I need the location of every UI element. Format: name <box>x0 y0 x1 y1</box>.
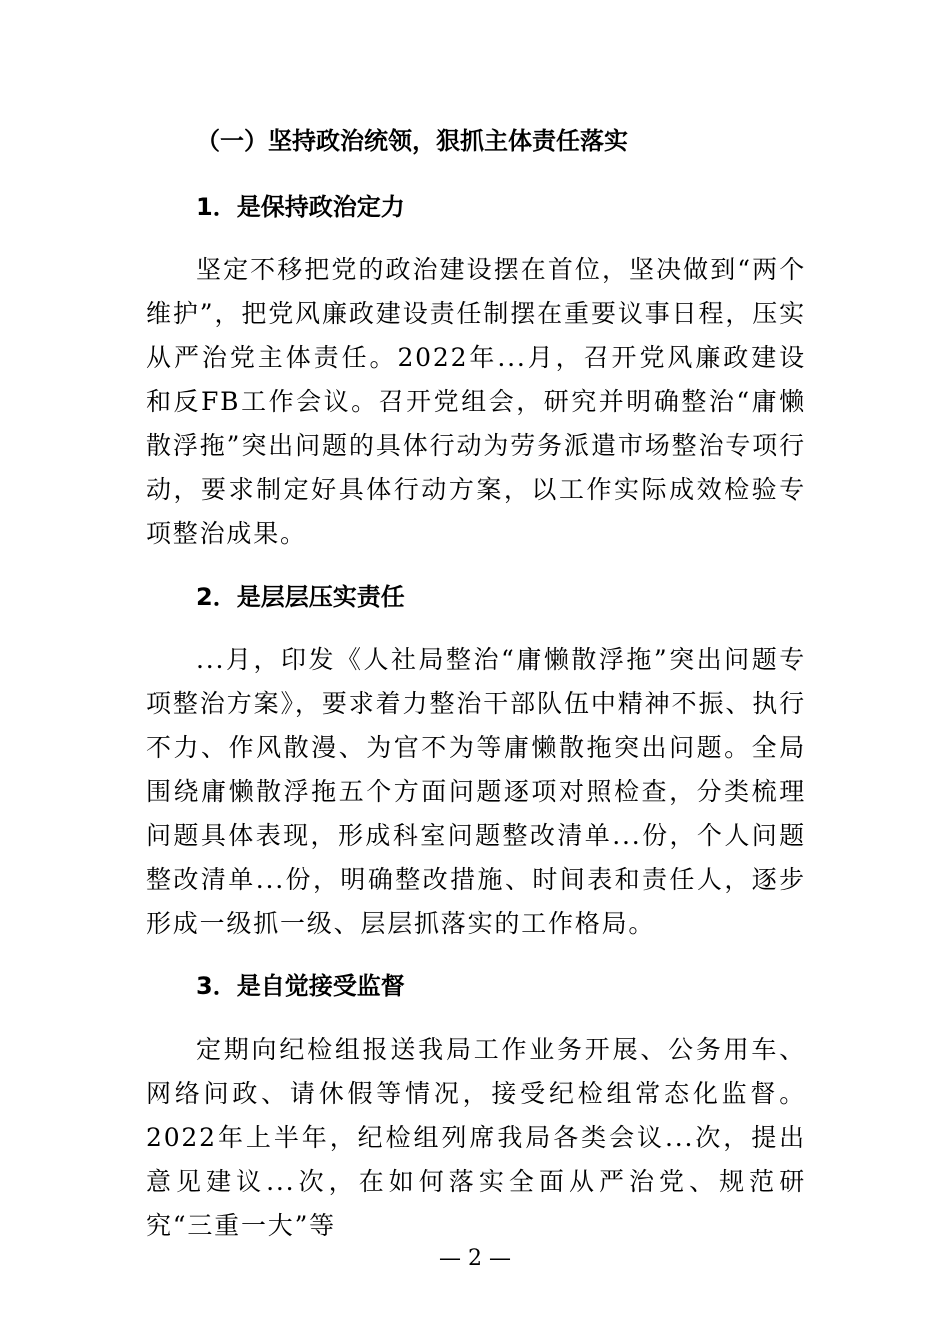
item-heading-3: 3．是自觉接受监督 <box>196 972 405 1000</box>
section-heading: （一）坚持政治统领，狠抓主体责任落实 <box>196 127 628 155</box>
page-number: — 2 — <box>439 1246 511 1271</box>
item-paragraph-2: ...月，印发《人社局整治“庸懒散浮拖”突出问题专项整治方案》，要求着力整治干部队伍中精神不振、执行不力、作风散漫、为官不为等庸懒散拖突出问题。全局围绕庸懒散浮拖五个方面问题逐项对照检查，分类梳理问题具体表现，形成科室问题整改清单...份，个人问题整改清单...份，明确整改措施、时间表和责任人，逐步形成一级抓一级、层层抓落实的工作格局。 <box>146 645 806 938</box>
item-heading-1: 1．是保持政治定力 <box>196 193 405 221</box>
item-heading-2: 2．是层层压实责任 <box>196 583 405 611</box>
item-paragraph-3: 定期向纪检组报送我局工作业务开展、公务用车、网络问政、请休假等情况，接受纪检组常态化监督。2022年上半年，纪检组列席我局各类会议...次，提出意见建议...次，在如何落实全面从严治党、规范研究“三重一大”等 <box>146 1035 806 1240</box>
item-paragraph-1: 坚定不移把党的政治建设摆在首位，坚决做到“两个维护”，把党风廉政建设责任制摆在重要议事日程，压实从严治党主体责任。2022年...月，召开党风廉政建设和反FB工作会议。召开党组会，研究并明确整治“庸懒散浮拖”突出问题的具体行动为劳务派遣市场整治专项行动，要求制定好具体行动方案，以工作实际成效检验专项整治成果。 <box>146 255 806 548</box>
